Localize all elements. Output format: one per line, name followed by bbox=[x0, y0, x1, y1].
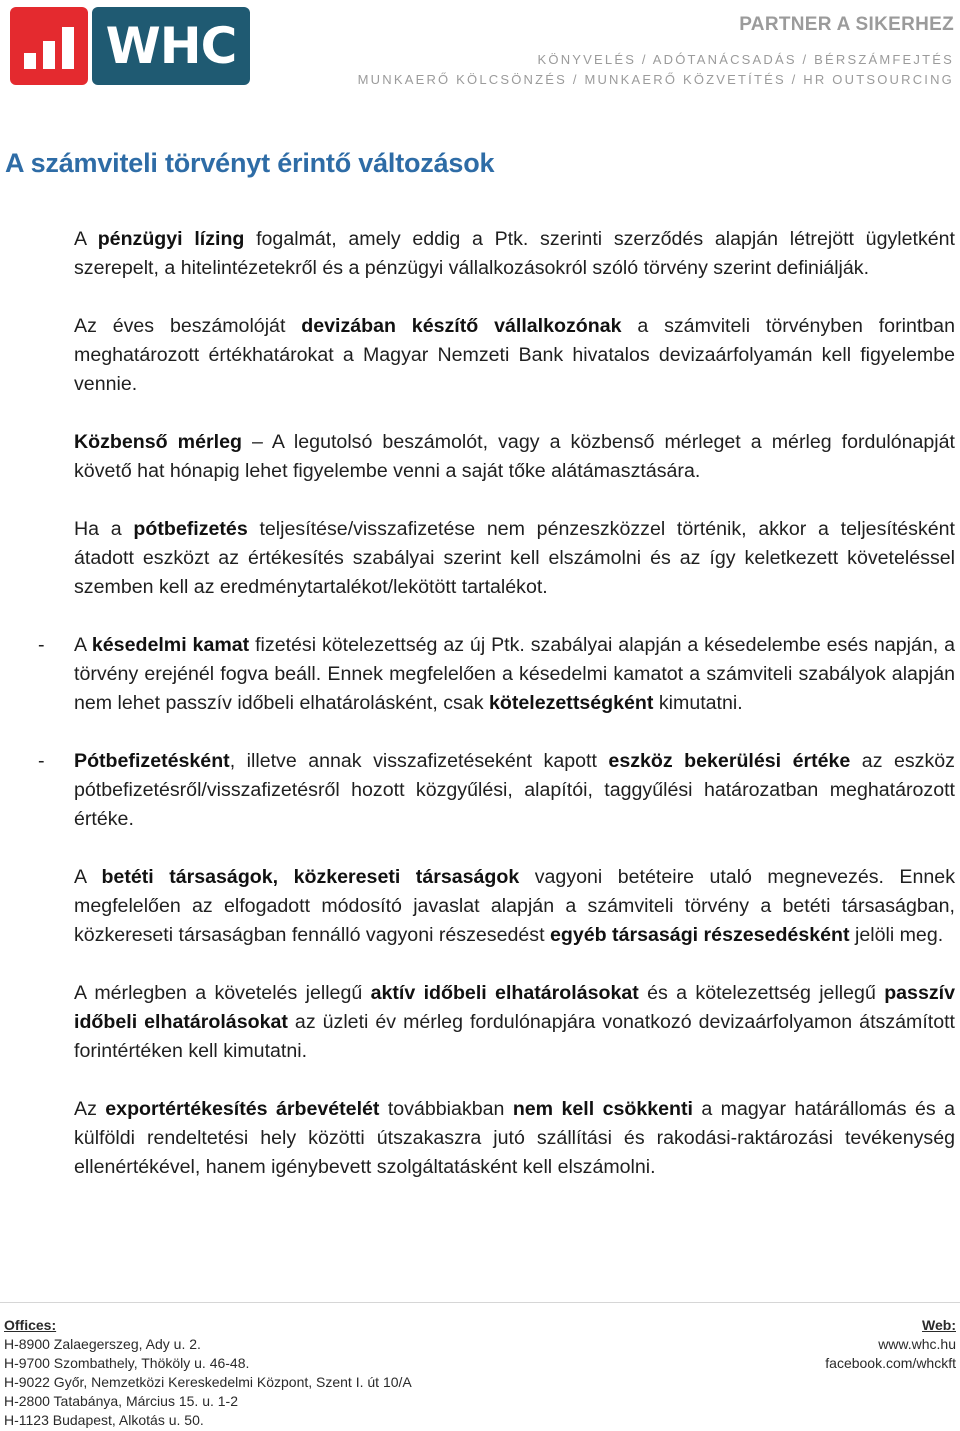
office-address: H-9022 Győr, Nemzetközi Kereskedelmi Központ, Szent I. út 10/A bbox=[4, 1374, 412, 1390]
web-heading: Web: bbox=[922, 1317, 956, 1333]
office-address: H-1123 Budapest, Alkotás u. 50. bbox=[4, 1412, 204, 1428]
office-address: H-8900 Zalaegerszeg, Ady u. 2. bbox=[4, 1336, 201, 1352]
page-header bbox=[0, 0, 960, 110]
header-tagline bbox=[358, 14, 954, 90]
services-line-1: KÖNYVELÉS / ADÓTANÁCSADÁS / BÉRSZÁMFEJTÉS bbox=[537, 52, 954, 67]
page-title: A számviteli törvényt érintő változások bbox=[5, 148, 495, 178]
facebook-link[interactable]: facebook.com/whckft bbox=[825, 1355, 956, 1371]
offices-list bbox=[4, 1316, 412, 1430]
list-dash: - bbox=[38, 750, 45, 772]
slogan: PARTNER A SIKERHEZ bbox=[739, 14, 954, 35]
office-address: H-2800 Tatabánya, Március 15. u. 1-2 bbox=[4, 1393, 238, 1409]
list-item-asset-value: - Pótbefizetésként, illetve annak visszafizetéseként kapott eszköz bekerülési értéke az eszköz pótbefizetésről/visszafizetésről hozott közgyűlési, alapítói, taggyűlési határozatban meghatározott értéke. bbox=[74, 747, 955, 834]
website-link[interactable]: www.whc.hu bbox=[878, 1336, 956, 1352]
logo-wordmark: WHC bbox=[105, 17, 237, 75]
office-address: H-9700 Szombathely, Thököly u. 46-48. bbox=[4, 1355, 250, 1371]
document-body bbox=[38, 225, 956, 1211]
paragraph-partnerships: A betéti társaságok, közkereseti társaságok vagyoni betéteire utaló megnevezés. Ennek megfelelően az elfogadott módosító javaslat alapján a számviteli törvény a betéti társaságban, közkereseti társaságban fennálló vagyoni részesedést egyéb társasági részesedésként jelöli meg. bbox=[74, 866, 955, 946]
page-footer bbox=[0, 1302, 960, 1431]
paragraph-supplementary-payment: Ha a pótbefizetés teljesítése/visszafizetése nem pénzeszközzel történik, akkor a teljesítésként átadott eszközt az értékesítés szabályai szerint kell elszámolni és az így keletkezett követeléssel szemben kell az eredménytartalékot/lekötött tartalékot. bbox=[74, 518, 955, 598]
paragraph-accruals: A mérlegben a követelés jellegű aktív időbeli elhatárolásokat és a kötelezettség jellegű passzív időbeli elhatárolásokat az üzleti év mérleg fordulónapjára vonatkozó devizaárfolyamon átszámított forintértéken kell kimutatni. bbox=[74, 982, 956, 1062]
web-links bbox=[825, 1316, 956, 1373]
offices-heading: Offices: bbox=[4, 1317, 57, 1333]
paragraph-leasing: A pénzügyi lízing fogalmát, amely eddig a Ptk. szerinti szerződés alapján létrejött ügyletként szerepelt, a hitelintézetekről és a pénzügyi vállalkozásokról szóló törvény szerint definiálják. bbox=[74, 228, 956, 279]
paragraph-export-revenue: Az exportértékesítés árbevételét továbbiakban nem kell csökkenti a magyar határállomás és a külföldi rendeltetési hely közötti útszakaszra jutó szállítási és rakodási-raktározási tevékenység ellenértékével, hanem igénybevett szolgáltatásként kell elszámolni. bbox=[74, 1098, 955, 1178]
whc-logo bbox=[10, 7, 250, 85]
paragraph-foreign-currency: Az éves beszámolóját devizában készítő vállalkozónak a számviteli törvényben forintban meghatározott értékhatárokat a Magyar Nemzeti Bank hivatalos devizaárfolyamán kell figyelembe vennie. bbox=[74, 315, 955, 395]
services-line-2: MUNKAERŐ KÖLCSÖNZÉS / MUNKAERŐ KÖZVETÍTÉS / HR OUTSOURCING bbox=[357, 72, 954, 87]
list-item-late-interest: - A késedelmi kamat fizetési kötelezettség az új Ptk. szabályai alapján a késedelembe esés napján, a törvény erejénél fogva beáll. Ennek megfelelően a késedelmi kamatot a számviteli szabályok alapján nem lehet passzív időbeli elhatárolásként, csak kötelezettségként kimutatni. bbox=[74, 631, 955, 718]
footer-divider bbox=[0, 1302, 960, 1303]
paragraph-interim-balance: Közbenső mérleg – A legutolsó beszámolót, vagy a közbenső mérleget a mérleg fordulónapját követő hat hónapig lehet figyelembe venni a saját tőke alátámasztására. bbox=[74, 431, 955, 482]
list-dash: - bbox=[38, 634, 45, 656]
bar-chart-icon bbox=[10, 7, 88, 85]
